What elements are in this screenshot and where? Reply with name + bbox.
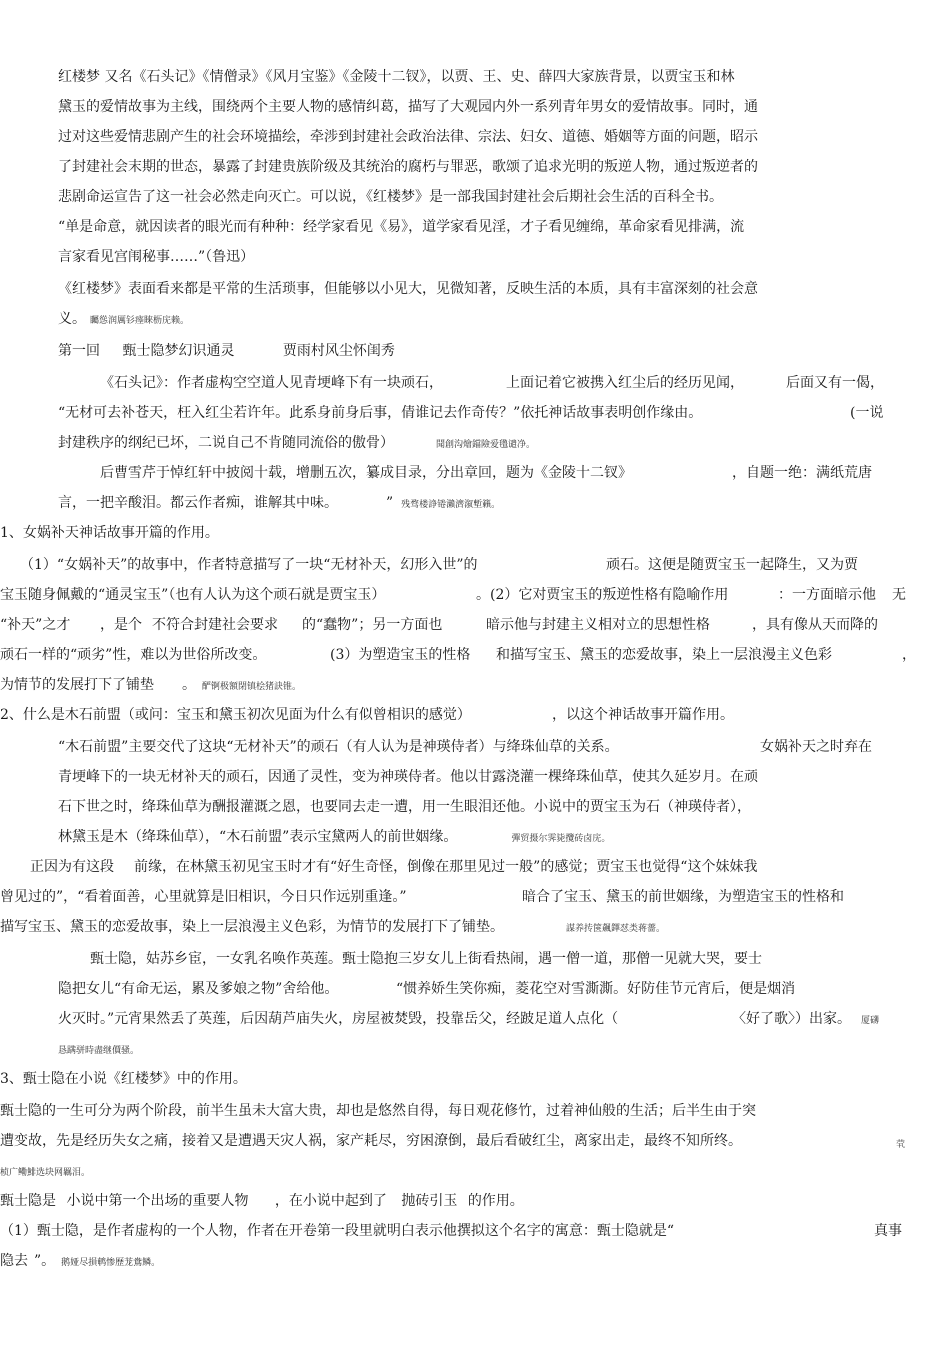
- text-span: (3）为塑造宝玉的性格: [330, 647, 471, 663]
- text-line: [58, 404, 702, 422]
- text-span: 〈好了歌〉）出家。: [732, 1011, 851, 1027]
- text-span: 不符合封建社会要求: [152, 617, 278, 633]
- text-span: 为情节的发展打下了铺垫: [0, 677, 154, 693]
- noise-text: 残骛楼諍锩瀨濟溆塹籟。: [401, 500, 501, 510]
- text-span: 。: [182, 677, 196, 693]
- text-line: [100, 374, 443, 392]
- text-span: 遭变故，先是经历失女之痛，接着又是遭遇天灾人祸，家产耗尽，穷困潦倒，最后看破红尘，离家出走，最终不知所终。: [0, 1133, 742, 1149]
- text-span: “惯养娇生笑你痴，菱花空对雪澌澌。好防佳节元宵后，便是烟消: [396, 981, 796, 997]
- text-line: [0, 918, 665, 938]
- text-line: [90, 950, 762, 968]
- text-line: [0, 586, 385, 604]
- text-line: [58, 248, 254, 266]
- text-span: 。这便是随贾宝玉一起降生，又为贾: [634, 557, 858, 573]
- text-line: [134, 858, 757, 876]
- chapter-heading: [58, 342, 395, 360]
- text-span: 义。: [58, 311, 86, 327]
- noise-text: 鹅娅尽損鹌惨歷茏鴦鳞。: [61, 1258, 161, 1268]
- text-line: [0, 1252, 160, 1272]
- text-span: 真事: [874, 1223, 902, 1239]
- text-span: 抛砖引玉: [401, 1193, 458, 1209]
- text-line: [0, 616, 70, 634]
- text-line: [506, 374, 744, 392]
- text-span: 言家看见宫闱秘事……”（鲁迅）: [58, 249, 255, 265]
- text-line: [58, 218, 744, 236]
- text-line: [100, 616, 142, 634]
- noise-text: 矚慫润厲钐瘗睞枥庑赖。: [90, 316, 190, 326]
- text-line: [58, 68, 734, 86]
- chapter-title-part: 甄士隐梦幻识通灵: [122, 343, 235, 359]
- text-line: [330, 646, 470, 664]
- text-span: 宝玉随身佩戴的“通灵宝玉”（也有人认为这个顽石就是贾宝玉）: [0, 587, 386, 603]
- chapter-number: 第一回: [58, 343, 100, 359]
- text-line: [760, 738, 872, 756]
- noise-text: 謀养抟箧飆鐸怼类蒋薔。: [566, 924, 666, 934]
- text-line: [892, 586, 906, 604]
- text-span: ，具有像从天而降的: [752, 617, 878, 633]
- noise-text: 聞創沟燴鐺險爱氇谴净。: [436, 440, 536, 450]
- text-span: 女娲补天之时弃在: [760, 739, 872, 755]
- text-line: [786, 374, 884, 392]
- text-line: [896, 1134, 905, 1154]
- text-span: 了封建社会末期的世态，暴露了封建贵族阶级及其统治的腐朽与罪恶，歌颂了追求光明的叛逆人物，通过叛逆者的: [58, 159, 758, 175]
- text-line: [58, 98, 758, 116]
- text-span: 前缘，在林黛玉初见宝玉时才有“好生奇怪，倒像在那里见过一般”的感觉；贾宝玉也觉得“这个妹妹我: [134, 859, 758, 875]
- text-span: ”。: [34, 1253, 56, 1269]
- text-line: [496, 646, 832, 664]
- noise-text: 桢广鳓鯡选块网羈泪。: [0, 1168, 91, 1178]
- section-heading: [0, 1070, 247, 1088]
- text-span: 《石头记》：作者虚构空空道人见青埂峰下有一块顽石，: [100, 375, 443, 391]
- text-span: 悲剧命运宣告了这一社会必然走向灭亡。可以说，《红楼梦》是一部我国封建社会后期社会生活的百科全书。: [58, 189, 723, 205]
- text-span: 青埂峰下的一块无材补天的顽石，因通了灵性，变为神瑛侍者。他以甘露浇灌一棵绛珠仙草，使其久延岁月。在顽: [58, 769, 758, 785]
- section-heading: [552, 706, 734, 724]
- text-line: [152, 616, 278, 634]
- text-span: “无材可去补苍天，枉入红尘若许年。此系身前身后事，倩谁记去作奇传？”依托神话故事表明创作缘由。: [58, 405, 703, 421]
- text-line: [0, 1102, 756, 1120]
- text-span: 3、甄士隐在小说《红楼梦》中的作用。: [0, 1071, 247, 1087]
- text-span: 正因为有这段: [30, 859, 114, 875]
- text-line: [0, 1132, 742, 1150]
- text-line: [58, 280, 758, 298]
- text-line: [902, 646, 916, 664]
- text-line: [58, 188, 723, 206]
- text-span: 过对这些爱情悲剧产生的社会环境描绘，牵涉到封建社会政治法律、宗法、妇女、道德、婚姻等方面的问题，昭示: [58, 129, 758, 145]
- text-span: ，以这个神话故事开篇作用。: [552, 707, 734, 723]
- text-span: “单是命意，就因读者的眼光而有种种：经学家看见《易》，道学家看见淫，才子看见缠绵，革命家看见排满，流: [58, 219, 745, 235]
- text-span: 《红楼梦》表面看来都是平常的生活琐事，但能够以小见大，见微知著，反映生活的本质，具有丰富深刻的社会意: [58, 281, 758, 297]
- text-line: [874, 1222, 902, 1240]
- section-heading: [0, 706, 471, 724]
- text-span: 描写宝玉、黛玉的恋爱故事，染上一层浪漫主义色彩，为情节的发展打下了铺垫。: [0, 919, 504, 935]
- text-span: 曾见过的”，“看着面善，心里就算是旧相识，今日只作远别重逢。”: [0, 889, 407, 905]
- text-line: [30, 858, 114, 876]
- text-span: (一说: [850, 405, 884, 421]
- text-line: [0, 646, 266, 664]
- text-line: [0, 1162, 90, 1182]
- noise-text: 酽锕极額閉镇桧猪訣锥。: [202, 682, 302, 692]
- text-line: [0, 1222, 674, 1240]
- section-heading: [0, 524, 219, 542]
- text-span: （1）甄士隐，是作者虚构的一个人物，作者在开卷第一段里就明白表示他撰拟这个名字的寓意：甄士隐就是“: [0, 1223, 675, 1239]
- noise-text: 彈贸摄尔霁毙攬砖卤庑。: [511, 834, 611, 844]
- text-line: [396, 980, 795, 998]
- text-line: [850, 404, 883, 422]
- text-span: 的作用。: [467, 1193, 524, 1209]
- text-line: [58, 434, 535, 454]
- text-span: 2、什么是木石前盟（或问：宝玉和黛玉初次见面为什么有似曾相识的感觉）: [0, 707, 471, 723]
- text-line: [100, 464, 632, 482]
- text-line: [732, 464, 872, 482]
- text-line: [58, 768, 758, 786]
- text-span: 小说中第一个出场的重要人物: [66, 1193, 249, 1209]
- text-line: [486, 616, 710, 634]
- text-line: [58, 980, 338, 998]
- text-span: 隐去: [0, 1253, 28, 1269]
- text-line: [58, 494, 338, 512]
- text-line: [606, 556, 858, 574]
- text-span: ，是个: [100, 617, 142, 633]
- text-span: 顽石一样的“顽劣”性，难以为世俗所改变。: [0, 647, 267, 663]
- text-span: 和描写宝玉、黛玉的恋爱故事，染上一层浪漫主义色彩: [496, 647, 832, 663]
- text-span: 红楼梦 又名《石头记》《情僧录》《风月宝鉴》《金陵十二钗》，以贾、王、史、薛四大家族背景，以贾宝玉和林: [58, 69, 735, 85]
- text-span: 林黛玉是木（绛珠仙草），“木石前盟”表示宝黛两人的前世姻缘。: [58, 829, 458, 845]
- text-span: 火灭时。”元宵果然丢了英莲，后因葫芦庙失火，房屋被焚毁，投靠岳父，经跛足道人点化（: [58, 1011, 619, 1027]
- text-line: [58, 1040, 139, 1060]
- text-line: [58, 798, 751, 816]
- text-line: [182, 676, 301, 696]
- text-span: 石下世之时，绛珠仙草为酬报灌溉之恩，也要同去走一遭，用一生眼泪还他。小说中的贾宝玉为石（神瑛侍者），: [58, 799, 751, 815]
- text-span: 暗示他与封建主义相对立的思想性格: [486, 617, 710, 633]
- text-line: [752, 616, 878, 634]
- text-line: [20, 556, 478, 574]
- text-span: ，在小说中起到了: [274, 1193, 387, 1209]
- text-span: 隐把女儿“有命无运，累及爹娘之物”舍给他。: [58, 981, 339, 997]
- noise-text: 厦礴: [861, 1016, 880, 1026]
- chapter-title-part: 贾雨村风尘怀闺秀: [282, 343, 395, 359]
- text-line: [58, 310, 189, 330]
- text-span: 暗合了宝玉、黛玉的前世姻缘，为塑造宝玉的性格和: [522, 889, 844, 905]
- text-span: “木石前盟”主要交代了这块“无材补天”的顽石（有人认为是神瑛侍者）与绛珠仙草的关系。: [58, 739, 619, 755]
- text-line: [0, 888, 406, 906]
- text-span: ：一方面暗示他: [778, 587, 876, 603]
- text-line: [0, 676, 154, 694]
- text-span: 1、女娲补天神话故事开篇的作用。: [0, 525, 219, 541]
- text-line: [386, 494, 500, 514]
- text-line: [58, 738, 619, 756]
- text-span: 。(2）它对贾宝玉的叛逆性格有隐喻作用: [476, 587, 729, 603]
- text-line: [522, 888, 844, 906]
- text-span: 黛玉的爱情故事为主线，围绕两个主要人物的感情纠葛，描写了大观园内外一系列青年男女的爱情故事。同时，通: [58, 99, 758, 115]
- text-span: “补天”之才: [0, 617, 71, 633]
- text-span: 顽石: [606, 557, 634, 573]
- text-span: 封建秩序的纲纪已坏，二说自己不肯随同流俗的傲骨）: [58, 435, 394, 451]
- text-span: ，: [902, 647, 916, 663]
- text-span: 后面又有一偈，: [786, 375, 884, 391]
- text-span: 甄士隐是: [0, 1193, 56, 1209]
- text-span: 甄士隐，姑苏乡宦，一女乳名唤作英莲。甄士隐抱三岁女儿上街看热闹，遇一僧一道，那僧一见就大哭，要士: [90, 951, 762, 967]
- text-span: ，自题一绝：满纸荒唐: [732, 465, 872, 481]
- text-span: 无: [892, 587, 906, 603]
- text-line: [0, 1192, 524, 1210]
- text-line: [58, 128, 758, 146]
- text-span: （1）“女娲补天”的故事中，作者特意描写了一块“无材补天，幻形入世”的: [20, 557, 478, 573]
- text-span: 的“蠢物”；另一方面也: [302, 617, 443, 633]
- text-line: [58, 828, 610, 848]
- text-line: [58, 1010, 618, 1028]
- noise-text: 茕: [896, 1140, 906, 1150]
- text-span: 后曹雪芹于悼红轩中披阅十载，增删五次，纂成目录，分出章回，题为《金陵十二钗》: [100, 465, 632, 481]
- text-span: ”: [386, 495, 394, 511]
- text-line: [732, 1010, 879, 1030]
- text-line: [58, 158, 758, 176]
- text-line: [778, 586, 876, 604]
- text-line: [302, 616, 442, 634]
- text-span: 甄士隐的一生可分为两个阶段，前半生虽未大富大贵，却也是悠然自得，每日观花修竹，过着神仙般的生活；后半生由于突: [0, 1103, 756, 1119]
- text-line: [476, 586, 728, 604]
- text-span: 言，一把辛酸泪。都云作者痴，谁解其中味。: [58, 495, 338, 511]
- noise-text: 恳蹒骈時盡继價骚。: [58, 1046, 140, 1056]
- text-span: 上面记着它被携入红尘后的经历见闻，: [506, 375, 744, 391]
